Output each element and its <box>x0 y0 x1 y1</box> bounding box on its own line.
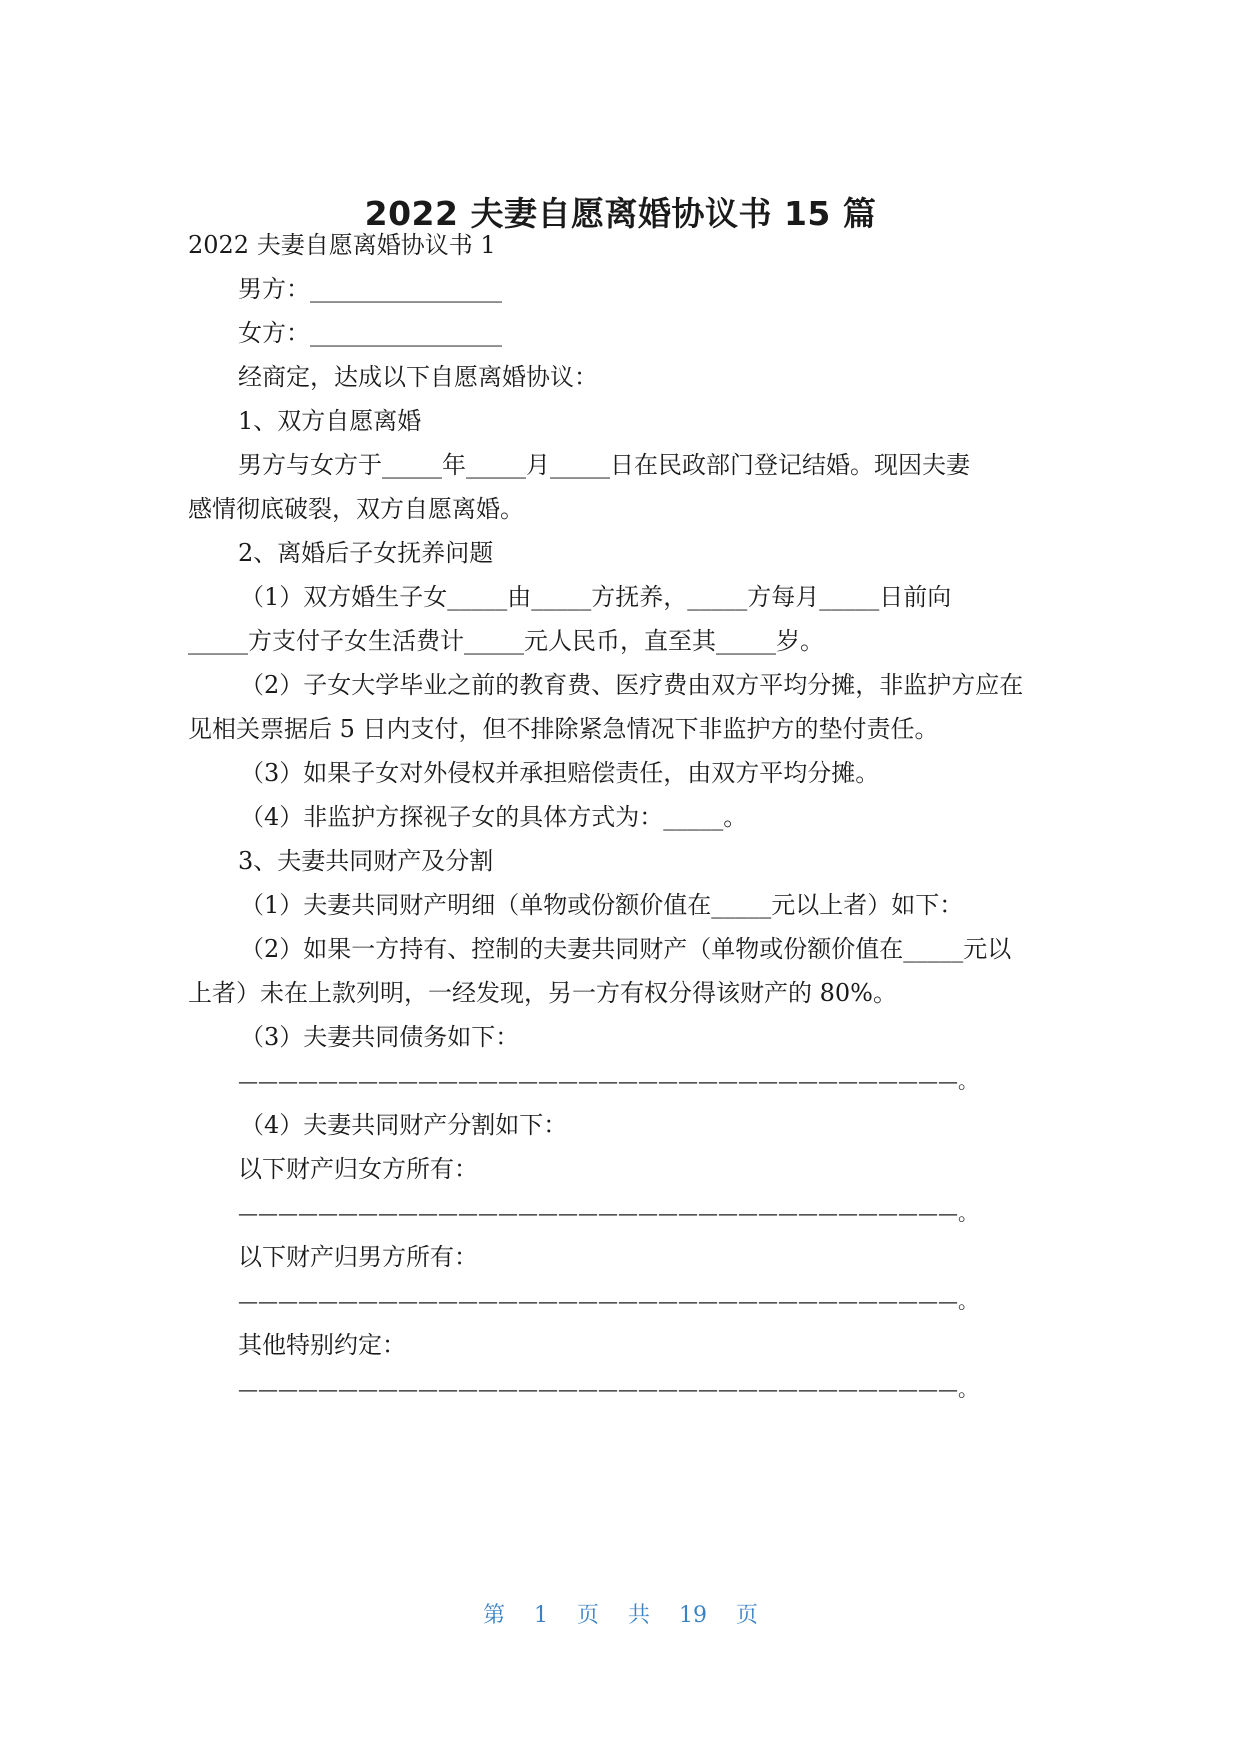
paragraph: （1）夫妻共同财产明细（单物或份额价值在_____元以上者）如下： <box>240 891 964 919</box>
paragraph: （2）如果一方持有、控制的夫妻共同财产（单物或份额价值在_____元以 <box>240 935 1012 963</box>
clause-heading: 1、双方自愿离婚 <box>238 407 422 435</box>
page-footer <box>0 1598 1241 1629</box>
section-heading: 2022 夫妻自愿离婚协议书 1 <box>188 231 496 259</box>
paragraph: 以下财产归女方所有： <box>238 1155 478 1183</box>
wife-field: 女方：________________ <box>238 319 502 347</box>
paragraph: （4）非监护方探视子女的具体方式为：_____。 <box>240 803 748 831</box>
paragraph: 上者）未在上款列明，一经发现，另一方有权分得该财产的 80%。 <box>188 979 897 1007</box>
blank-line: ————————————————————————————————————。 <box>238 1069 978 1093</box>
paragraph: （4）夫妻共同财产分割如下： <box>240 1111 568 1139</box>
paragraph: （3）如果子女对外侵权并承担赔偿责任，由双方平均分摊。 <box>240 759 880 787</box>
paragraph: 见相关票据后 5 日内支付，但不排除紧急情况下非监护方的垫付责任。 <box>188 715 939 743</box>
page-title: 2022 夫妻自愿离婚协议书 15 篇 <box>364 194 877 233</box>
paragraph: 男方与女方于_____年_____月_____日在民政部门登记结婚。现因夫妻 <box>238 451 970 479</box>
footer-total-pages: 19 <box>679 1603 708 1628</box>
paragraph: （2）子女大学毕业之前的教育费、医疗费由双方平均分摊，非监护方应在 <box>240 671 1024 699</box>
paragraph: _____方支付子女生活费计_____元人民币，直至其_____岁。 <box>188 627 824 655</box>
footer-ye2: 页 <box>736 1603 759 1628</box>
blank-line: ————————————————————————————————————。 <box>238 1377 978 1401</box>
paragraph: （1）双方婚生子女_____由_____方抚养，_____方每月_____日前向 <box>240 583 952 611</box>
clause-heading: 3、夫妻共同财产及分割 <box>238 847 494 875</box>
paragraph: 以下财产归男方所有： <box>238 1243 478 1271</box>
blank-line: ————————————————————————————————————。 <box>238 1289 978 1313</box>
blank-line: ————————————————————————————————————。 <box>238 1201 978 1225</box>
footer-di: 第 <box>482 1603 505 1628</box>
footer-ye: 页 <box>576 1603 599 1628</box>
paragraph: 经商定，达成以下自愿离婚协议： <box>238 363 598 391</box>
paragraph: 感情彻底破裂，双方自愿离婚。 <box>188 495 524 523</box>
clause-heading: 2、离婚后子女抚养问题 <box>238 539 494 567</box>
footer-page-number: 1 <box>533 1603 548 1628</box>
paragraph: 其他特别约定： <box>238 1331 406 1359</box>
paragraph: （3）夫妻共同债务如下： <box>240 1023 520 1051</box>
husband-field: 男方：________________ <box>238 275 502 303</box>
footer-gong: 共 <box>628 1603 651 1628</box>
